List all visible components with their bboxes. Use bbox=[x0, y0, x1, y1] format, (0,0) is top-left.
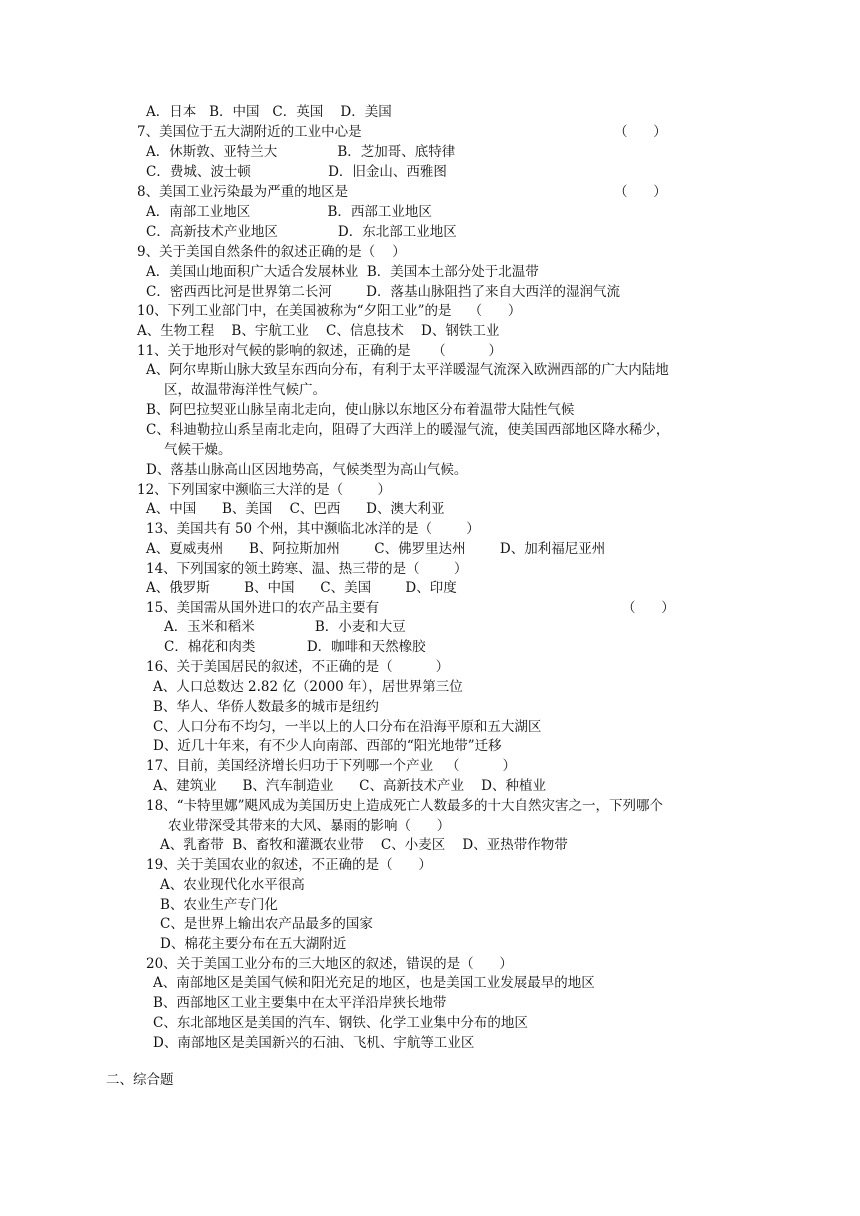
document-line: 18、“卡特里娜”飓风成为美国历史上造成死亡人数最多的十大自然灾害之一，下列哪个 bbox=[146, 798, 663, 814]
document-line: B、西部地区工业主要集中在太平洋沿岸狭长地带 bbox=[153, 995, 447, 1011]
document-line: A、乳畜带 B、畜牧和灌溉农业带 C、小麦区 D、亚热带作物带 bbox=[160, 837, 568, 853]
document-line: C．密西西比河是世界第二长河 D．落基山脉阻挡了来自大西洋的湿润气流 bbox=[146, 284, 620, 300]
document-line: 7、美国位于五大湖附近的工业中心是 bbox=[137, 124, 362, 140]
document-line: 16、关于美国居民的叙述，不正确的是（ ） bbox=[146, 659, 450, 675]
document-line: B、阿巴拉契亚山脉呈南北走向，使山脉以东地区分布着温带大陆性气候 bbox=[146, 402, 575, 418]
document-line: A、生物工程 B、宇航工业 C、信息技术 D、钢铁工业 bbox=[137, 323, 500, 339]
document-line: A、人口总数达 2.82 亿（2000 年），居世界第三位 bbox=[153, 679, 463, 695]
document-line: B、农业生产专门化 bbox=[160, 897, 278, 913]
document-line: C、东北部地区是美国的汽车、钢铁、化学工业集中分布的地区 bbox=[153, 1015, 528, 1031]
document-line: 区，故温带海洋性气候广。 bbox=[164, 382, 326, 398]
document-line: C、科迪勒拉山系呈南北走向，阻碍了大西洋上的暖湿气流，使美国西部地区降水稀少， bbox=[146, 422, 670, 438]
document-line: 17、目前，美国经济增长归功于下列哪一个产业 （ ） bbox=[146, 758, 516, 774]
document-line: 14、下列国家的领土跨寒、温、热三带的是（ ） bbox=[146, 561, 468, 577]
document-line: A．玉米和稻米 B．小麦和大豆 bbox=[164, 619, 406, 635]
document-line: 20、关于美国工业分布的三大地区的叙述，错误的是（ ） bbox=[146, 956, 513, 972]
document-line: A、建筑业 B、汽车制造业 C、高新技术产业 D、种植业 bbox=[153, 778, 546, 794]
document-line: A、夏威夷州 B、阿拉斯加州 C、佛罗里达州 D、加利福尼亚州 bbox=[146, 541, 606, 557]
document-line: 农业带深受其带来的大风、暴雨的影响（ ） bbox=[168, 818, 451, 834]
document-line: 15、美国需从国外进口的农产品主要有 bbox=[146, 600, 380, 616]
answer-blank: （ ） bbox=[622, 600, 675, 616]
section-heading: 二、综合题 bbox=[106, 1072, 174, 1088]
document-line: 13、美国共有 50 个州，其中濒临北冰洋的是（ ） bbox=[146, 521, 480, 537]
document-line: C、是世界上输出农产品最多的国家 bbox=[160, 916, 373, 932]
answer-blank: （ ） bbox=[614, 184, 667, 200]
document-line: 10、下列工业部门中，在美国被称为“夕阳工业”的是 （ ） bbox=[137, 303, 522, 319]
document-line: C、人口分布不均匀，一半以上的人口分布在沿海平原和五大湖区 bbox=[153, 719, 542, 735]
document-line: C．高新技术产业地区 D．东北部工业地区 bbox=[146, 224, 457, 240]
document-line: A、南部地区是美国气候和阳光充足的地区，也是美国工业发展最早的地区 bbox=[153, 975, 595, 991]
document-line: A、俄罗斯 B、中国 C、美国 D、印度 bbox=[146, 580, 457, 596]
answer-blank: （ ） bbox=[614, 124, 667, 140]
document-line: C．费城、波士顿 D．旧金山、西雅图 bbox=[146, 164, 447, 180]
document-line: D、落基山脉高山区因地势高，气候类型为高山气候。 bbox=[146, 462, 468, 478]
document-line: A．南部工业地区 B．西部工业地区 bbox=[146, 204, 432, 220]
document-line: 12、下列国家中濒临三大洋的是（ ） bbox=[137, 482, 392, 498]
document-line: 11、关于地形对气候的影响的叙述，正确的是 （ ） bbox=[137, 343, 503, 359]
document-line: C．棉花和肉类 D．咖啡和天然橡胶 bbox=[164, 639, 426, 655]
document-line: A、阿尔卑斯山脉大致呈东西向分布，有利于太平洋暖湿气流深入欧洲西部的广大内陆地 bbox=[146, 362, 669, 378]
document-line: D、近几十年来，有不少人向南部、西部的“阳光地带”迁移 bbox=[153, 738, 502, 754]
document-line: 气候干燥。 bbox=[164, 442, 232, 458]
document-line: A．休斯敦、亚特兰大 B．芝加哥、底特律 bbox=[146, 144, 456, 160]
document-line: A．日本 B．中国 C．英国 D．美国 bbox=[146, 104, 392, 120]
document-line: 19、关于美国农业的叙述，不正确的是（ ） bbox=[146, 857, 432, 873]
document-line: 8、美国工业污染最为严重的地区是 bbox=[137, 184, 349, 200]
document-line: A．美国山地面积广大适合发展林业 B．美国本土部分处于北温带 bbox=[146, 264, 539, 280]
document-line: D、棉花主要分布在五大湖附近 bbox=[160, 936, 347, 952]
document-line: A、农业现代化水平很高 bbox=[160, 877, 305, 893]
document-line: A、中国 B、美国 C、巴西 D、澳大利亚 bbox=[146, 501, 445, 517]
document-line: 9、关于美国自然条件的叙述正确的是（ ） bbox=[137, 244, 406, 260]
document-line: D、南部地区是美国新兴的石油、飞机、宇航等工业区 bbox=[153, 1035, 475, 1051]
document-line: B、华人、华侨人数最多的城市是纽约 bbox=[153, 699, 379, 715]
